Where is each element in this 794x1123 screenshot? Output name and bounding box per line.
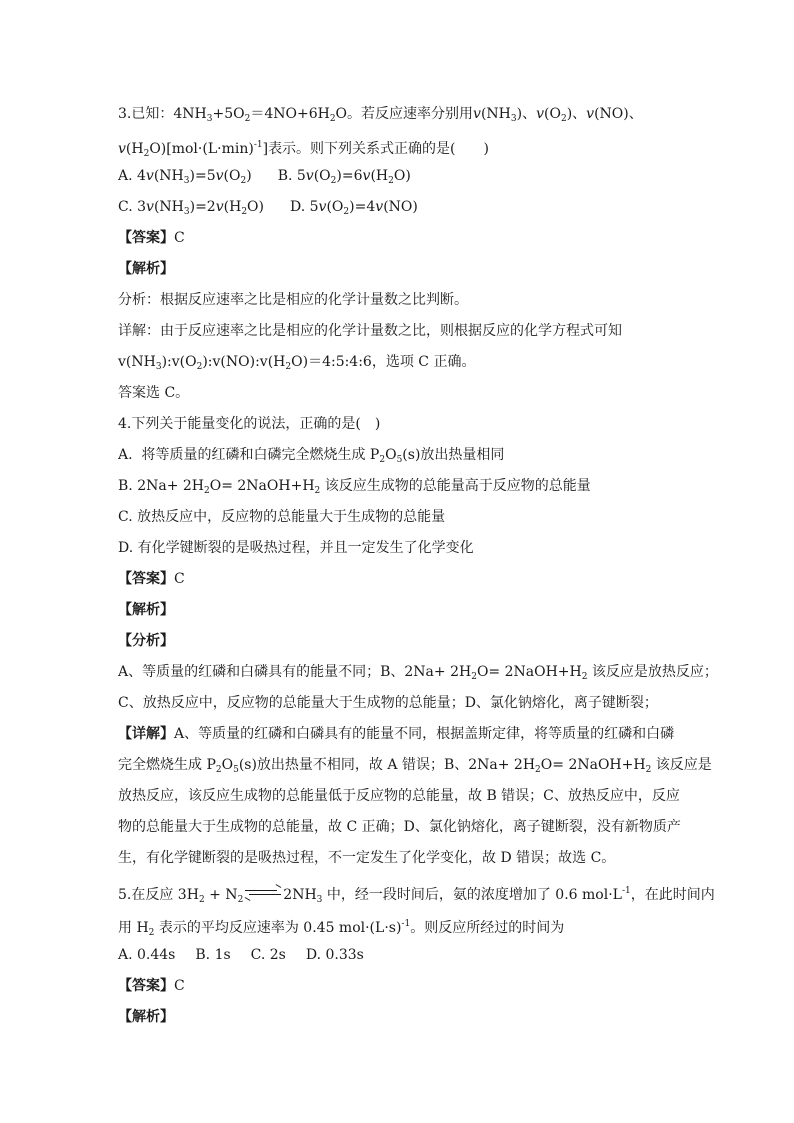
q4-answer bbox=[118, 569, 185, 589]
q5-analysis-label bbox=[118, 1007, 174, 1027]
q4-fenxi-2: C、放热反应中，反应物的总能量大于生成物的总能量；D、氯化钠熔化，离子键断裂； bbox=[118, 695, 658, 711]
q3-option-c: C. $3v(NH_3)=2v(H_2O)$ bbox=[118, 199, 264, 217]
q3-intro: 3.已知： bbox=[118, 106, 174, 122]
q5-answer-label: 【答案】 bbox=[118, 978, 174, 994]
q3-option-d: D. $5v(O_2)=4v(NO)$ bbox=[290, 199, 418, 217]
q3-analysis-4: 答案选 C。 bbox=[118, 385, 190, 401]
q4-xiangjie-4: 物的总能量大于生成物的总能量，故 C 正确；D、氯化钠熔化，离子键断裂，没有新物质产 bbox=[118, 819, 681, 835]
q3-analysis-2: 详解：由于反应速率之比是相应的化学计量数之比，则根据反应的化学方程式可知 bbox=[118, 323, 622, 339]
q3-line2-tail: 表示。则下列关系式正确的是( ) bbox=[268, 141, 489, 157]
q5-answer-value: C bbox=[174, 978, 185, 994]
q5-option-c: C. 2s bbox=[250, 947, 286, 963]
q4-option-b: B. $2Na+ 2H_2O=$ $2NaOH+H_2$ 该反应生成物的总能量高于反应物的总能量 bbox=[118, 478, 591, 496]
q3-stem-line1 bbox=[118, 104, 643, 129]
q3-option-b: B. $5v(O_2)=6v(H_2O)$ bbox=[277, 168, 411, 186]
q4-answer-value: C bbox=[174, 571, 185, 587]
q3-rate-terms: $v(NH_3)$、$v(O_2)$、v(NO)、 bbox=[473, 106, 643, 124]
q4-xiangjie-3: 放热反应，该反应生成物的总能量低于反应物的总能量，故 B 错误；C、放热反应中，反应 bbox=[118, 788, 680, 804]
q4-xiangjie-1-text: A、等质量的红磷和白磷具有的能量不同，根据盖斯定律，将等质量的红磷和白磷 bbox=[174, 726, 675, 742]
q4-analysis-label bbox=[118, 600, 174, 620]
q3-answer bbox=[118, 228, 185, 248]
q4-option-a: A. 将等质量的红磷和白磷完全燃烧生成 $P_2O_5(s)$放出热量相同 bbox=[118, 447, 505, 465]
q4-option-c: C. 放热反应中，反应物的总能量大于生成物的总能量 bbox=[118, 509, 446, 525]
q3-analysis-label bbox=[118, 259, 174, 279]
q4-option-d: D. 有化学键断裂的是吸热过程，并且一定发生了化学变化 bbox=[118, 540, 474, 556]
q5-analysis-label-text: 【解析】 bbox=[118, 1009, 174, 1025]
q4-answer-label: 【答案】 bbox=[118, 571, 174, 587]
q4-fenxi-label-text: 【分析】 bbox=[118, 633, 174, 649]
q4-xiangjie-label: 【详解】 bbox=[118, 726, 174, 742]
q3-stem-line2 bbox=[118, 135, 489, 164]
q4-stem: 4.下列关于能量变化的说法，正确的是( ) bbox=[118, 416, 381, 432]
q3-answer-value: C bbox=[174, 230, 185, 246]
q3-rate-h2o: $v(H_2O)[mol\cdot(L\cdot\min)^{-1}]$ bbox=[118, 140, 269, 159]
q5-option-a: A. 0.44s bbox=[118, 947, 176, 963]
q4-xiangjie-1 bbox=[118, 724, 674, 744]
q4-analysis-label-text: 【解析】 bbox=[118, 602, 174, 618]
reversible-arrow-icon bbox=[245, 888, 281, 898]
q5-answer bbox=[118, 976, 185, 996]
q4-xiangjie-2: 完全燃烧生成 $P_2O_5(s)$放出热量不相同，故 A 错误；B、$2Na+ 2H_2O=$ $2NaOH+H_2$ 该反应是 bbox=[118, 757, 712, 775]
q3-analysis-label-text: 【解析】 bbox=[118, 261, 174, 277]
q5-stem-1: 5.在反应 $3H_2 + N_2$ $2NH_3$ 中，经一段时间后，氨的浓度增加了 0.6 $mol\cdot L^{-1}$，在此时间内 bbox=[118, 886, 715, 905]
q3-answer-label: 【答案】 bbox=[118, 230, 174, 246]
q5-option-b: B. 1s bbox=[195, 947, 231, 963]
q3-options-cd bbox=[118, 197, 418, 222]
q5-options bbox=[118, 945, 364, 965]
q4-xiangjie-5: 生，有化学键断裂的是吸热过程，不一定发生了化学变化，故 D 错误；故选 C。 bbox=[118, 850, 616, 866]
q3-analysis-3: $v(NH_3):v(O_2):v(NO):v(H_2O)=4:5:4:6$，选项 C 正确。 bbox=[118, 354, 476, 372]
q3-equation: $4NH_3+5O_2=4NO+6H_2O$ bbox=[173, 106, 348, 124]
q3-analysis-1: 分析：根据反应速率之比是相应的化学计量数之比判断。 bbox=[118, 292, 468, 308]
q3-option-a: A. $4v(NH_3)=5v(O_2)$ bbox=[118, 168, 252, 186]
q4-fenxi-label bbox=[118, 631, 174, 651]
q5-stem-2: 用 $H_2$ 表示的平均反应速率为 0.45 $mol\cdot(L\cdot s)^{-1}$。则反应所经过的时间为 bbox=[118, 919, 565, 938]
q5-option-d: D. 0.33s bbox=[305, 947, 364, 963]
q3-rest-line1: 。若反应速率分别用 bbox=[347, 106, 474, 122]
q4-fenxi-1: A、等质量的红磷和白磷具有的能量不同；B、$2Na+ 2H_2O=$ $2NaOH+H_2$ 该反应是放热反应； bbox=[118, 664, 718, 682]
q3-options-ab bbox=[118, 166, 411, 191]
